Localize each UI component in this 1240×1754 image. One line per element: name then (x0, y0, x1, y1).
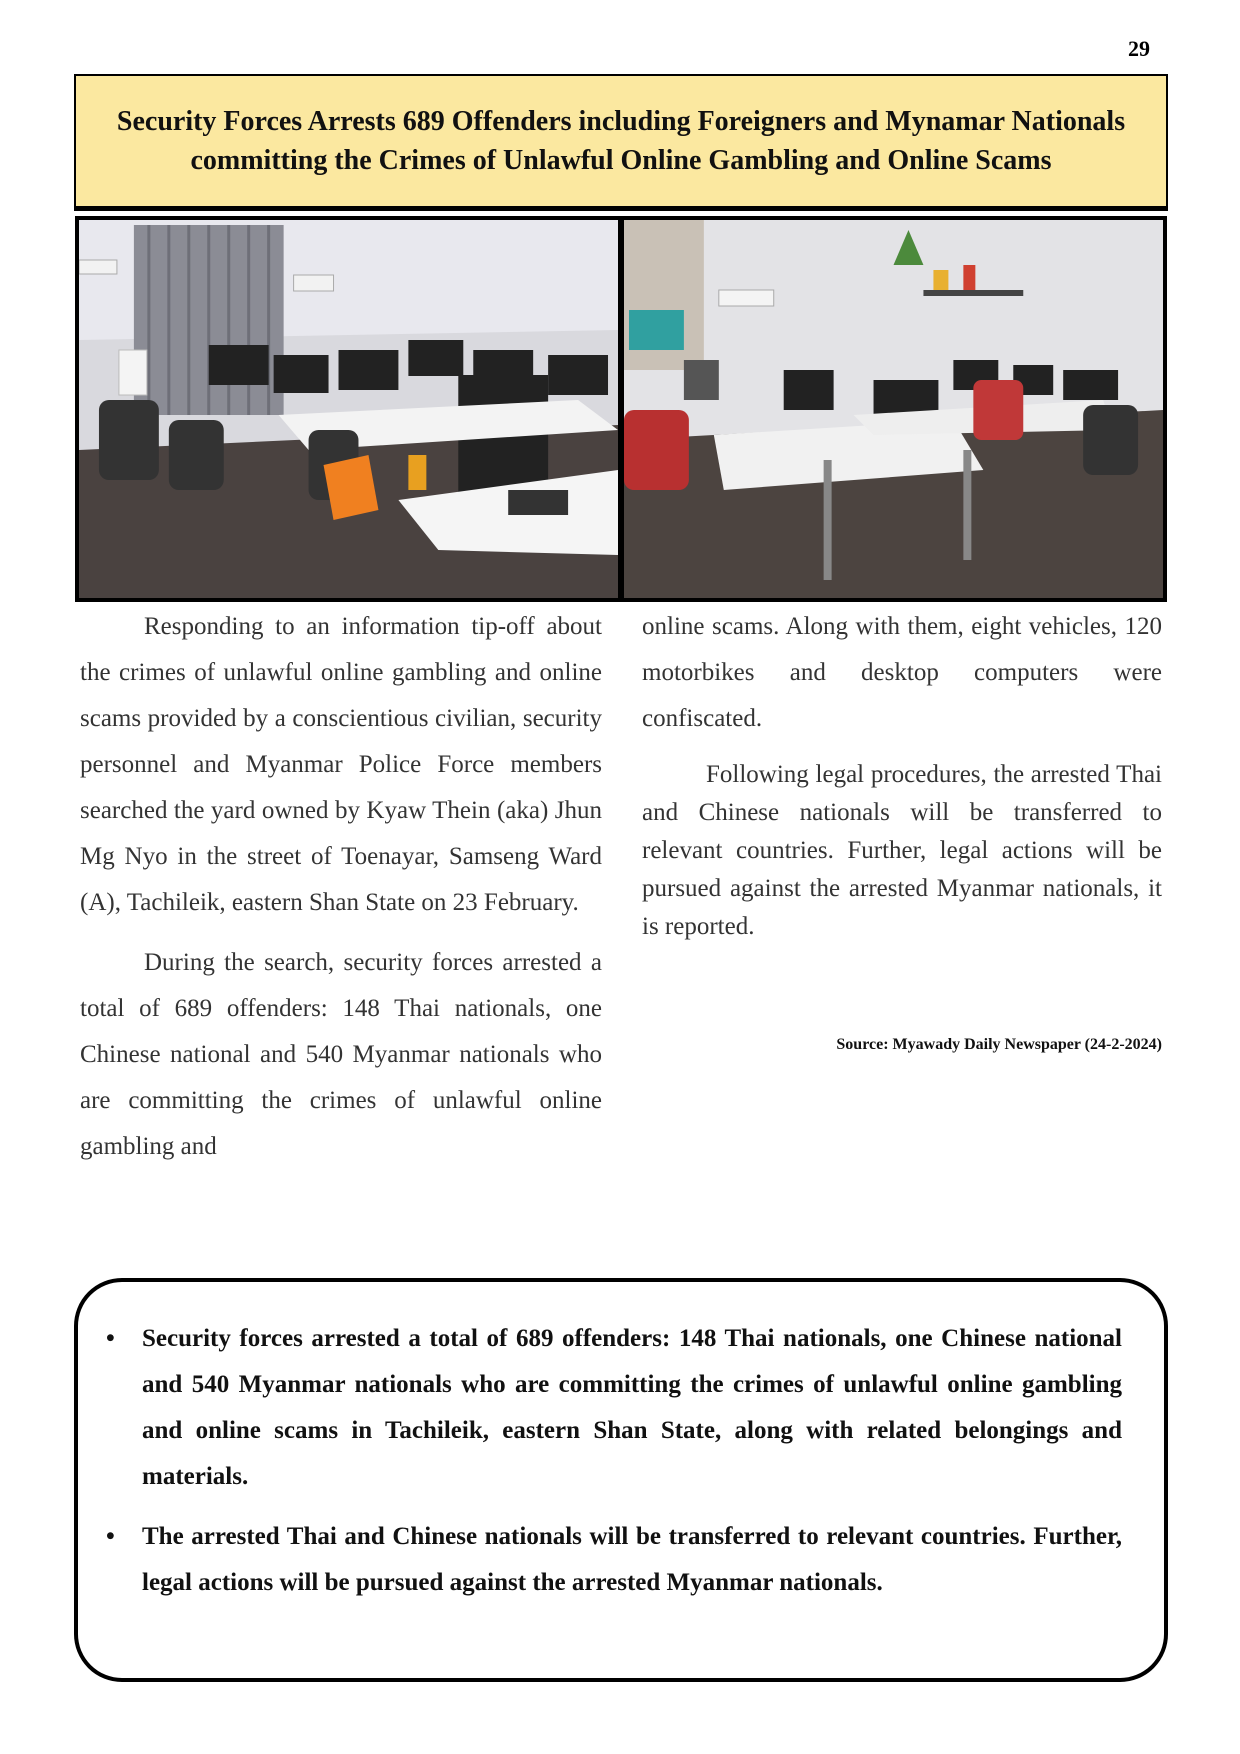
article-paragraph: Responding to an information tip-off about the crimes of unlawful online gambling and online scams provided by a conscientious civilian, security personnel and Myanmar Police Force members searched the yard owned by Kyaw Thein (aka) Jhun Mg Nyo in the street of Toenayar, Samseng Ward (A), Tachileik, eastern Shan State on 23 February. (80, 613, 602, 916)
article-right-column (642, 604, 1162, 946)
article-paragraph: online scams. Along with them, eight vehicles, 120 motorbikes and desktop computers were confiscated. (642, 613, 1162, 732)
article-paragraph: During the search, security forces arrested a total of 689 offenders: 148 Thai nationals, one Chinese national and 540 Myanmar nationals who are committing the crimes of unlawful online gambling and (80, 949, 602, 1160)
page-number: 29 (1128, 36, 1150, 61)
summary-item (102, 1514, 1122, 1606)
headline: Security Forces Arrests 689 Offenders including Foreigners and Mynamar Nationals committing the Crimes of Unlawful Online Gambling and Online Scams (116, 106, 1126, 176)
summary-list (102, 1316, 1122, 1606)
article-left-column (80, 604, 602, 1170)
source-citation: Source: Myawady Daily Newspaper (24-2-2024) (836, 1036, 1162, 1053)
photo-office-room-right (624, 220, 1163, 598)
article-paragraph: Following legal procedures, the arrested Thai and Chinese nationals will be transferred to relevant countries. Further, legal actions will be pursued against the arrested Myanmar nationals, it is reported. (642, 761, 1162, 940)
photo-strip (75, 216, 1167, 602)
headline-box (74, 74, 1168, 208)
summary-box (74, 1278, 1168, 1682)
bullet-icon: • (106, 1523, 115, 1550)
bullet-icon: • (106, 1325, 115, 1352)
summary-item (102, 1316, 1122, 1500)
photo-office-room-left (79, 220, 618, 598)
summary-item-text: The arrested Thai and Chinese nationals will be transferred to relevant countries. Further, legal actions will be pursued against the arrested Myanmar nationals. (142, 1523, 1122, 1596)
summary-item-text: Security forces arrested a total of 689 offenders: 148 Thai nationals, one Chinese national and 540 Myanmar nationals who are committing the crimes of unlawful online gambling and online scams in Tachileik, eastern Shan State, along with related belongings and materials. (142, 1325, 1122, 1490)
